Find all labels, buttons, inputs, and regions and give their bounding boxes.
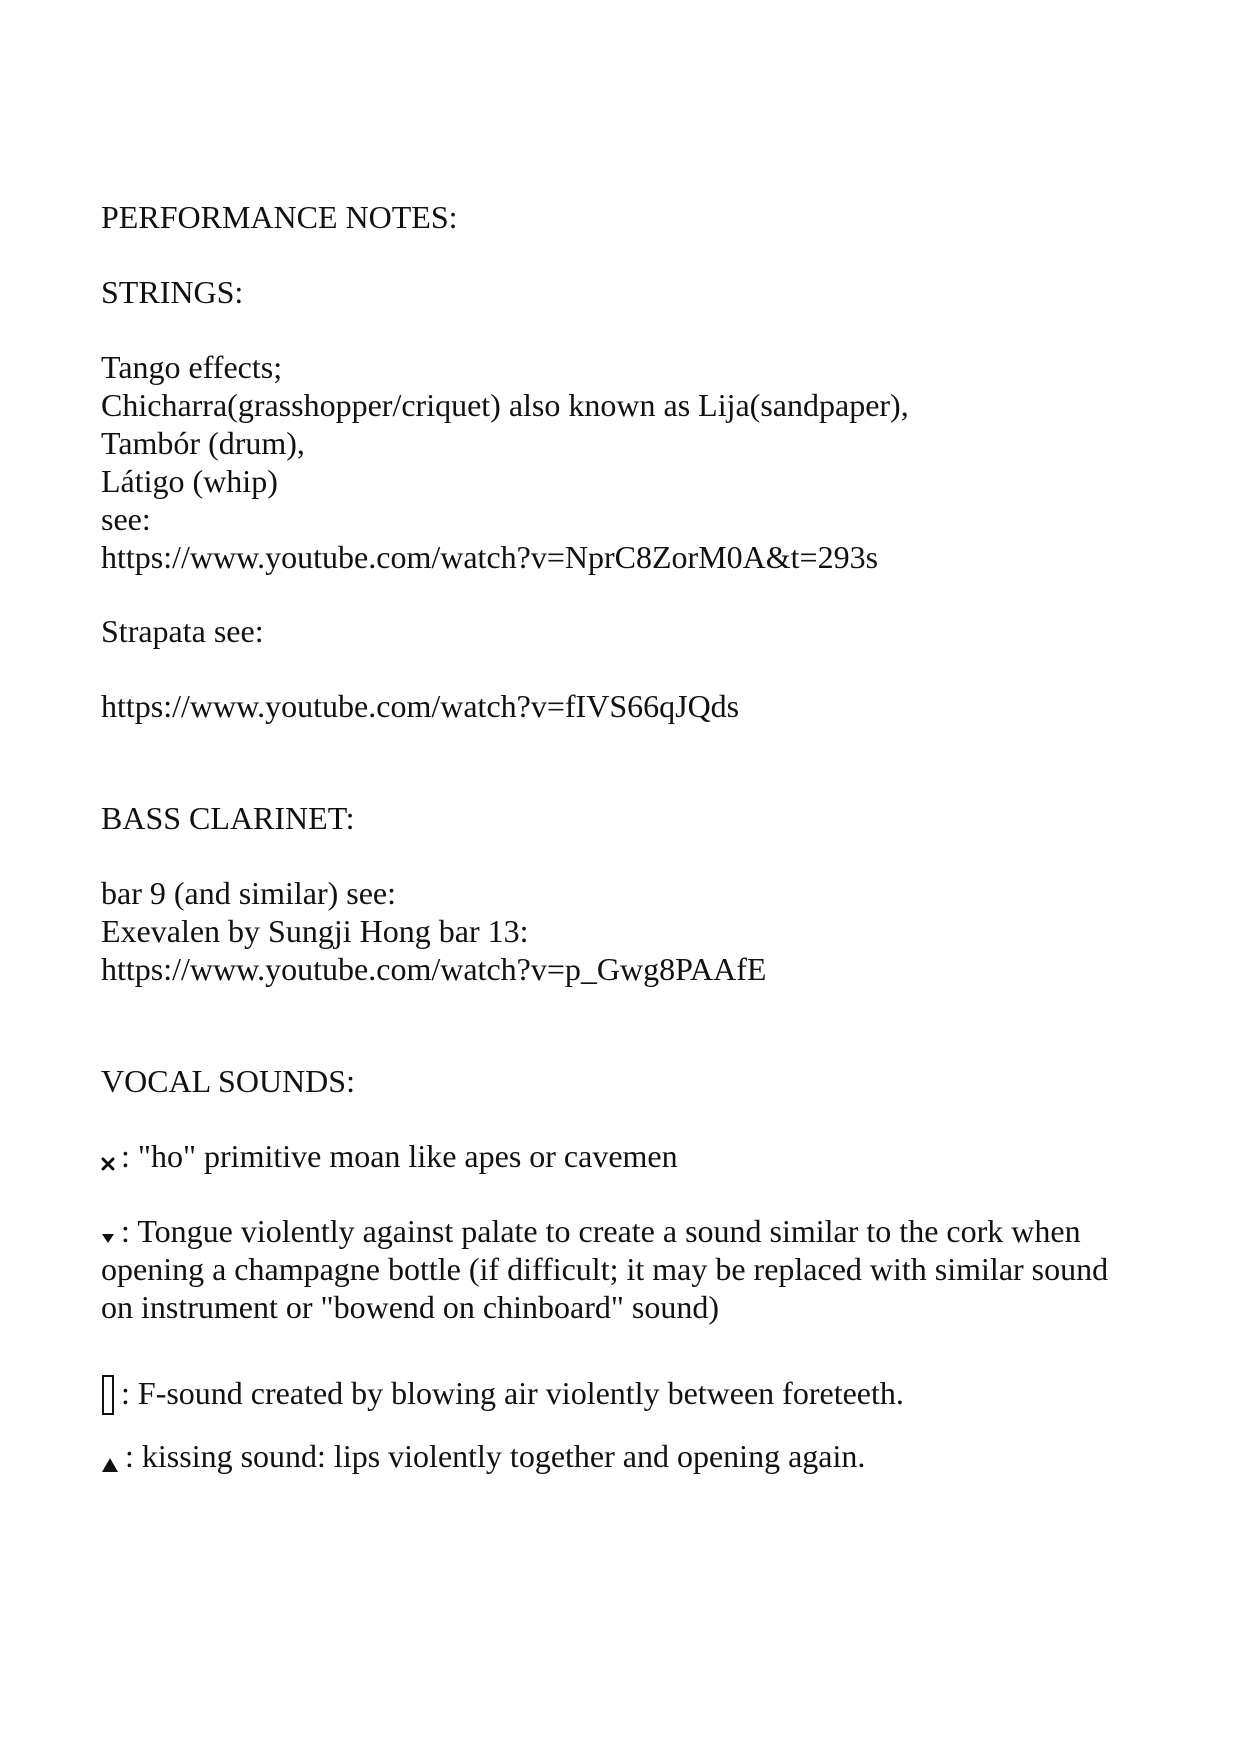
vocal-sound-item-ho — [101, 1137, 678, 1175]
bar9-line: bar 9 (and similar) see: — [101, 875, 396, 911]
vocal-sounds-heading: VOCAL SOUNDS: — [101, 1063, 355, 1099]
vocal-sound-text: : F-sound created by blowing air violently between foreteeth. — [121, 1375, 904, 1411]
strapata-video-link[interactable]: https://www.youtube.com/watch?v=fIVS66qJQds — [101, 688, 740, 724]
bass-clarinet-heading: BASS CLARINET: — [101, 800, 355, 836]
vocal-sound-text: : Tongue violently against palate to create a sound similar to the cork when — [121, 1213, 1081, 1249]
strapata-label: Strapata see: — [101, 613, 264, 649]
vocal-sound-item-f-sound — [101, 1362, 904, 1412]
vocal-sound-text: : kissing sound: lips violently together and opening again. — [125, 1438, 866, 1474]
chicharra-line: Chicharra(grasshopper/criquet) also known as Lija(sandpaper), — [101, 387, 909, 423]
vocal-sound-item-kiss — [101, 1437, 865, 1475]
see-label: see: — [101, 501, 151, 537]
down-triangle-notehead-icon — [101, 1232, 115, 1244]
up-triangle-notehead-icon — [101, 1457, 119, 1473]
x-notehead-icon — [101, 1157, 115, 1171]
strings-heading: STRINGS: — [101, 274, 244, 310]
tambor-line: Tambór (drum), — [101, 425, 305, 461]
tango-effects-intro: Tango effects; — [101, 349, 283, 385]
tango-video-link[interactable]: https://www.youtube.com/watch?v=NprC8ZorM0A&t=293s — [101, 539, 879, 575]
vocal-sound-text-continued: opening a champagne bottle (if difficult; it may be replaced with similar sound — [101, 1251, 1109, 1287]
page-title: PERFORMANCE NOTES: — [101, 199, 458, 235]
latigo-line: Látigo (whip) — [101, 463, 278, 499]
exevalen-video-link[interactable]: https://www.youtube.com/watch?v=p_Gwg8PAAfE — [101, 951, 767, 987]
vocal-sound-item-cork — [101, 1212, 1081, 1250]
exevalen-line: Exevalen by Sungji Hong bar 13: — [101, 913, 529, 949]
rectangle-notehead-icon — [101, 1374, 115, 1416]
vocal-sound-text: : "ho" primitive moan like apes or cavemen — [121, 1138, 678, 1174]
vocal-sound-text-continued: on instrument or "bowend on chinboard" sound) — [101, 1289, 720, 1325]
